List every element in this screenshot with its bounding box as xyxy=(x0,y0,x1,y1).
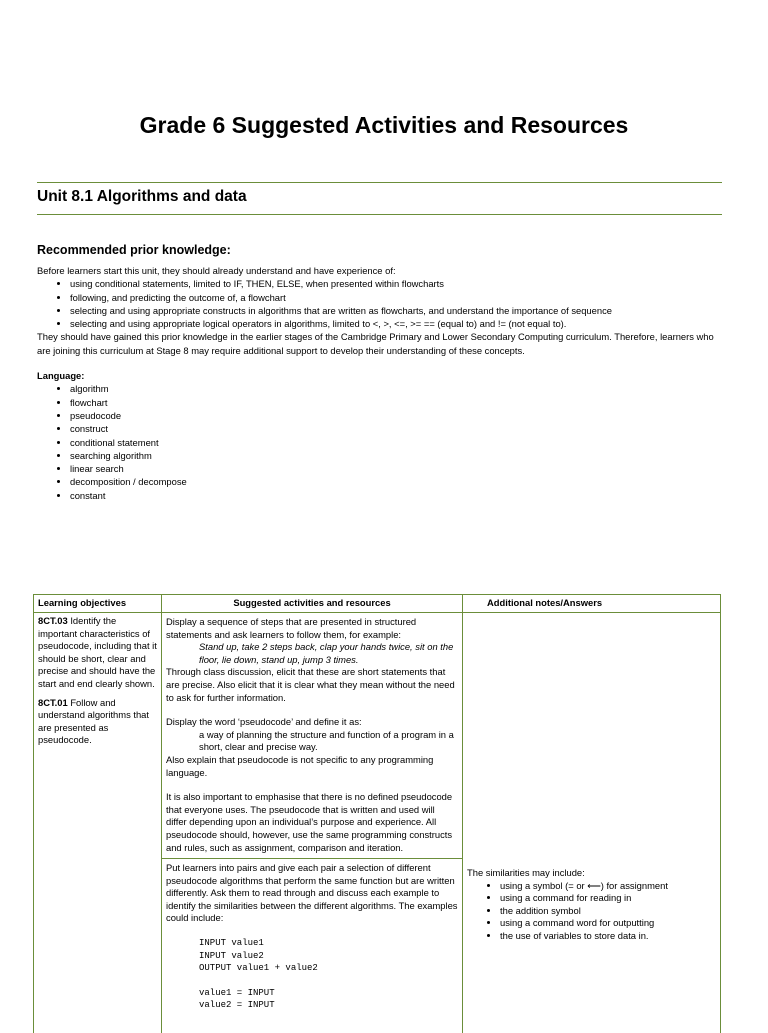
list-item: • constant xyxy=(70,489,727,502)
prior-knowledge-list xyxy=(37,277,727,330)
top-divider xyxy=(37,182,722,183)
list-item: • searching algorithm xyxy=(70,449,727,462)
list-item: • flowchart xyxy=(70,396,727,409)
list-item: • algorithm xyxy=(70,382,727,395)
activity-text: It is also important to emphasise that there is no defined pseudocode that everyone uses. The pseudocode that is written and used will differ depending upon an individual’s purpose and experience. All pseudocode should, however, use the same programming constructs and rules, such as assignment, comparison and iteration. xyxy=(166,791,453,853)
objective-item xyxy=(38,615,157,691)
activity-text: Through class discussion, elicit that these are short statements that are precise. Also elicit that it is clear what they mean without the need to ask for further information. xyxy=(166,666,455,703)
list-item: • conditional statement xyxy=(70,436,727,449)
page-title: Grade 6 Suggested Activities and Resources xyxy=(139,112,629,138)
list-item: • selecting and using appropriate logical operators in algorithms, limited to <, >, <=, >= == (equal to) and != (not equal to). xyxy=(70,317,727,330)
table-header-row xyxy=(34,595,721,613)
activity-example: Stand up, take 2 steps back, clap your hands twice, sit on the floor, lie down, stand up, jump 3 times. xyxy=(199,641,454,665)
list-item: • selecting and using appropriate constructs in algorithms that are written as flowcharts, and understand the importance of sequence xyxy=(70,304,727,317)
code-line: value2 = INPUT xyxy=(199,1000,275,1011)
code-line: value1 = INPUT xyxy=(199,987,275,998)
header-additional-notes: Additional notes/Answers xyxy=(463,595,721,613)
objective-text: Identify the important characteristics of pseudocode, including that it should be short, clear and precise and should have the start and end clearly shown. xyxy=(38,615,157,689)
list-item: • following, and predicting the outcome of, a flowchart xyxy=(70,291,727,304)
header-suggested-activities: Suggested activities and resources xyxy=(162,595,463,613)
list-item: • pseudocode xyxy=(70,409,727,422)
list-item: • the use of variables to store data in. xyxy=(500,930,716,943)
notes-list xyxy=(467,880,716,943)
list-item: • construct xyxy=(70,422,727,435)
table-row xyxy=(34,613,721,1033)
activity-block xyxy=(162,858,462,1016)
objective-text: Follow and understand algorithms that are presented as pseudocode. xyxy=(38,696,150,746)
list-item: • the addition symbol xyxy=(500,905,716,918)
code-line: INPUT value1 xyxy=(199,938,264,949)
list-item: • using a command word for outputting xyxy=(500,917,716,930)
unit-title: Unit 8.1 Algorithms and data xyxy=(37,188,247,205)
header-learning-objectives: Learning objectives xyxy=(34,595,162,613)
list-item: • using a symbol (= or ⟵) for assignment xyxy=(500,880,716,893)
activity-text: Put learners into pairs and give each pair a selection of different pseudocode algorithms that perform the same function but are written differently. Ask them to read through and discuss each example to identify the similarities between the different algorithms. The examples could include: xyxy=(166,862,458,924)
prior-knowledge-section xyxy=(37,242,727,502)
pseudocode-definition: a way of planning the structure and function of a program in a short, clear and precise way. xyxy=(199,728,454,753)
objective-code: 8CT.01 xyxy=(38,696,68,708)
notes-cell xyxy=(463,613,721,1033)
objective-code: 8CT.03 xyxy=(38,615,68,626)
activity-text: Display the word ‘pseudocode’ and define it as: xyxy=(166,716,362,728)
objective-item xyxy=(38,697,157,747)
activities-cell xyxy=(162,613,463,1033)
prior-knowledge-closing: They should have gained this prior knowledge in the earlier stages of the Cambridge Primary and Lower Secondary Computing curriculum. Therefore, learners who are joining this curriculum at Stage 8 may require additional support to develop their understanding of these concepts. xyxy=(37,331,714,356)
activity-text: Display a sequence of steps that are presented in structured statements and ask learners to follow them, for example: xyxy=(166,616,417,640)
activity-text: Also explain that pseudocode is not specific to any programming language. xyxy=(166,753,434,778)
prior-knowledge-intro: Before learners start this unit, they should already understand and have experience of: xyxy=(37,265,396,276)
bottom-divider xyxy=(37,214,722,215)
notes-intro: The similarities may include: xyxy=(467,867,585,878)
language-heading: Language: xyxy=(37,370,85,382)
list-item: • using conditional statements, limited to IF, THEN, ELSE, when presented within flowcharts xyxy=(70,277,727,290)
code-line: OUTPUT value1 + value2 xyxy=(199,963,318,974)
objectives-cell xyxy=(34,613,162,1033)
list-item: • decomposition / decompose xyxy=(70,475,727,488)
code-line: INPUT value2 xyxy=(199,950,264,961)
list-item: • using a command for reading in xyxy=(500,892,716,905)
activity-block xyxy=(166,613,458,858)
activities-table xyxy=(33,594,721,1033)
list-item: • linear search xyxy=(70,462,727,475)
prior-knowledge-heading: Recommended prior knowledge: xyxy=(37,243,231,257)
language-list xyxy=(37,382,727,502)
